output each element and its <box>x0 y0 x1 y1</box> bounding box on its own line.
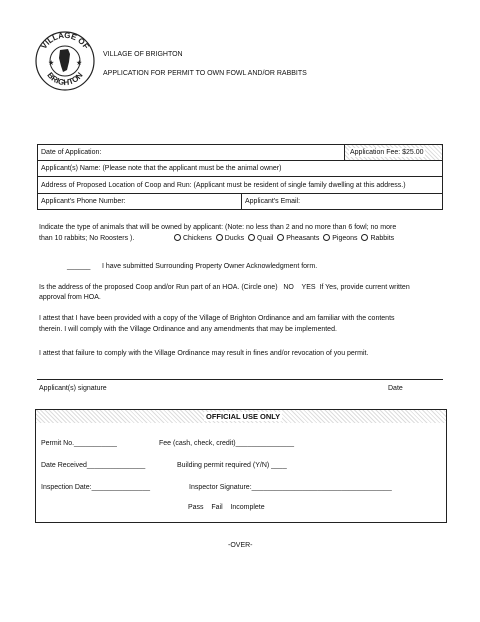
animal-option-chickens[interactable]: Chickens <box>174 235 212 242</box>
application-fee-label: Application Fee: $25.00 <box>350 149 424 156</box>
official-use-heading: OFFICIAL USE ONLY <box>206 412 281 421</box>
radio-icon <box>248 234 255 241</box>
village-seal <box>32 30 98 92</box>
signature-line[interactable] <box>37 379 443 380</box>
radio-icon <box>323 234 330 241</box>
signature-label: Applicant(s) signature <box>39 385 107 392</box>
radio-icon <box>174 234 181 241</box>
date-label: Date <box>388 385 403 392</box>
applicant-name-field[interactable]: Applicant(s) Name: (Please note that the applicant must be the animal owner) <box>41 165 282 172</box>
animal-option-pheasants[interactable]: Pheasants <box>277 235 319 242</box>
animal-option-rabbits[interactable]: Rabbits <box>361 235 394 242</box>
result-pass[interactable]: Pass <box>188 504 204 511</box>
hoa-question: Is the address of the proposed Coop and/or Run part of an HOA. (Circle one) NO YES If Yes, provide current written <box>39 284 410 291</box>
seal-top-text: VILLAGE OF <box>39 30 91 51</box>
svg-text:★: ★ <box>76 60 83 67</box>
animal-option-quail[interactable]: Quail <box>248 235 273 242</box>
hoa-no-option[interactable]: NO <box>283 284 294 291</box>
over-footer: -OVER- <box>228 542 253 549</box>
radio-icon <box>361 234 368 241</box>
animal-option-ducks[interactable]: Ducks <box>216 235 244 242</box>
inspection-date-field[interactable]: Inspection Date:_______________ <box>41 484 150 491</box>
radio-icon <box>216 234 223 241</box>
hoa-question-2: approval from HOA. <box>39 294 101 301</box>
radio-icon <box>277 234 284 241</box>
svg-text:★: ★ <box>48 60 55 67</box>
svg-text:BRIGHTON <box>45 70 84 87</box>
email-field[interactable]: Applicant's Email: <box>245 198 301 205</box>
phone-field[interactable]: Applicant's Phone Number: <box>41 198 126 205</box>
ack-text: I have submitted Surrounding Property Owner Acknowledgment form. <box>102 263 318 270</box>
building-permit-field[interactable]: Building permit required (Y/N) ____ <box>177 462 287 469</box>
address-field[interactable]: Address of Proposed Location of Coop and Run: (Applicant must be resident of single family dwelling at this address.) <box>41 182 406 189</box>
fee-field[interactable]: Fee (cash, check, credit)_______________ <box>159 440 295 447</box>
date-received-field[interactable]: Date Received_______________ <box>41 462 146 469</box>
attest-ordinance-2: therein. I will comply with the Village Ordinance and any amendments that may be implemented. <box>39 326 337 333</box>
permit-no-field[interactable]: Permit No.___________ <box>41 440 117 447</box>
hoa-yes-option[interactable]: YES <box>301 284 316 291</box>
date-of-application-field[interactable]: Date of Application: <box>41 149 102 156</box>
animals-instructions-2: than 10 rabbits; No Roosters ). <box>39 235 135 242</box>
result-options <box>188 503 265 512</box>
result-incomplete[interactable]: Incomplete <box>230 504 265 511</box>
svg-text:VILLAGE OF <box>39 31 91 51</box>
animal-options <box>174 234 394 243</box>
animals-instructions: Indicate the type of animals that will be owned by applicant: (Note: no less than 2 and no more than 6 fowl; no more <box>39 224 397 231</box>
animal-option-pigeons[interactable]: Pigeons <box>323 235 357 242</box>
seal-bottom-text: BRIGHTON <box>45 70 85 88</box>
ack-blank[interactable]: ______ <box>67 263 91 270</box>
inspector-signature-field[interactable]: Inspector Signature:____________________________________ <box>189 484 392 491</box>
attest-penalties: I attest that failure to comply with the Village Ordinance may result in fines and/or revocation of you permit. <box>39 350 369 357</box>
org-name: VILLAGE OF BRIGHTON <box>103 51 183 58</box>
result-fail[interactable]: Fail <box>211 504 223 511</box>
attest-ordinance: I attest that I have been provided with a copy of the Village of Brighton Ordinance and am familiar with the contents <box>39 315 395 322</box>
form-title: APPLICATION FOR PERMIT TO OWN FOWL AND/OR RABBITS <box>103 70 307 77</box>
